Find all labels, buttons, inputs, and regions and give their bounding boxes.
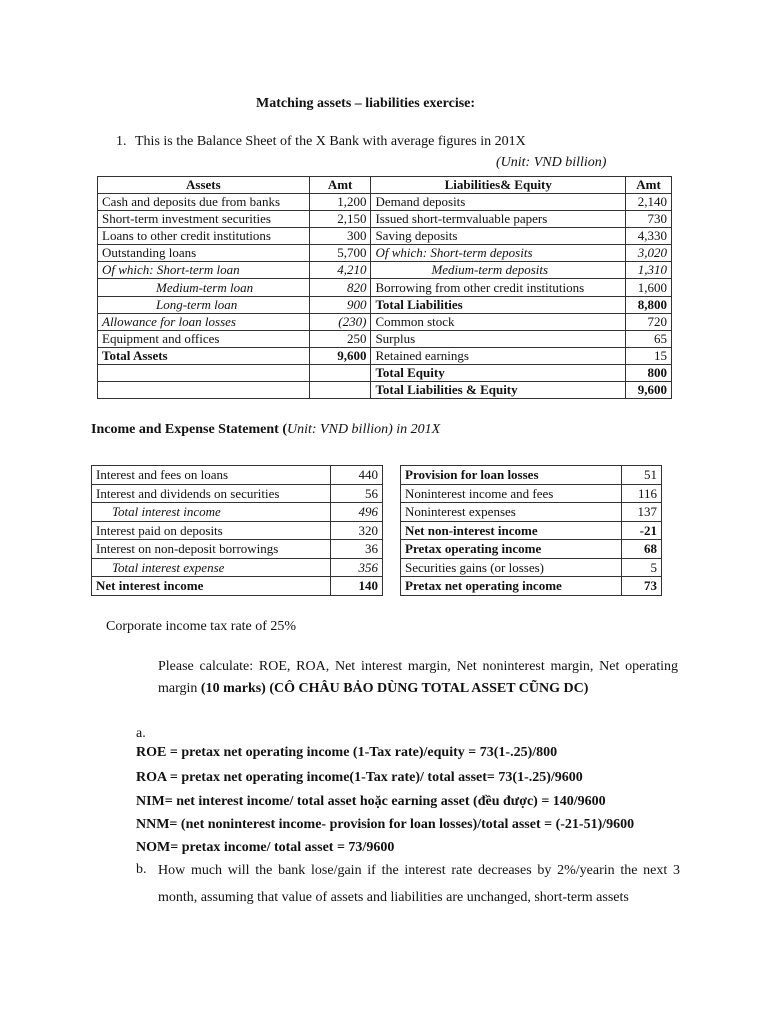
asset-value: 250 (309, 330, 371, 347)
assets-amt-header: Amt (309, 177, 371, 194)
income-label: Pretax operating income (401, 540, 622, 559)
income-value: 356 (331, 558, 383, 577)
liability-value: 9,600 (626, 382, 672, 399)
question-number: 1. (116, 134, 127, 149)
liability-label: Total Liabilities (371, 296, 626, 313)
income-label: Securities gains (or losses) (401, 558, 622, 577)
assets-header: Assets (98, 177, 310, 194)
liability-value: 720 (626, 313, 672, 330)
income-value: 36 (331, 540, 383, 559)
formula-nom: NOM= pretax income/ total asset = 73/9600 (136, 840, 395, 855)
liability-value: 800 (626, 364, 672, 381)
asset-label: Short-term investment securities (98, 211, 310, 228)
liability-label: Common stock (371, 313, 626, 330)
asset-label (98, 364, 310, 381)
table-row (98, 245, 672, 262)
table-row (92, 503, 383, 522)
liability-label: Issued short-termvaluable papers (371, 211, 626, 228)
table-row (98, 347, 672, 364)
liability-value: 8,800 (626, 296, 672, 313)
instruction-text: Please calculate: ROE, ROA, Net interest margin, Net noninterest margin, Net operating margin (158, 659, 678, 696)
table-row (401, 521, 662, 540)
income-value: 137 (622, 503, 662, 522)
asset-label: Medium-term loan (98, 279, 310, 296)
asset-value: 300 (309, 228, 371, 245)
liability-value: 2,140 (626, 194, 672, 211)
income-value: 68 (622, 540, 662, 559)
unit-label: (Unit: VND billion) (496, 155, 607, 170)
income-label: Net non-interest income (401, 521, 622, 540)
asset-value: 9,600 (309, 347, 371, 364)
liability-label: Total Liabilities & Equity (371, 382, 626, 399)
asset-value: 900 (309, 296, 371, 313)
income-value: 116 (622, 484, 662, 503)
income-table-right (400, 465, 662, 596)
page-title: Matching assets – liabilities exercise: (256, 96, 476, 111)
income-label: Total interest income (92, 503, 331, 522)
income-label: Pretax net operating income (401, 577, 622, 596)
tax-rate-text: Corporate income tax rate of 25% (106, 619, 297, 634)
table-header-row (98, 177, 672, 194)
liability-label: Of which: Short-term deposits (371, 245, 626, 262)
income-value: 320 (331, 521, 383, 540)
table-row (98, 330, 672, 347)
liability-label: Demand deposits (371, 194, 626, 211)
asset-value (309, 364, 371, 381)
income-label: Interest on non-deposit borrowings (92, 540, 331, 559)
liability-label: Surplus (371, 330, 626, 347)
income-label: Noninterest income and fees (401, 484, 622, 503)
asset-value: 1,200 (309, 194, 371, 211)
liability-value: 730 (626, 211, 672, 228)
asset-value: 4,210 (309, 262, 371, 279)
liability-value: 4,330 (626, 228, 672, 245)
income-heading-bold: Income and Expense Statement ( (91, 422, 287, 437)
liability-label: Medium-term deposits (371, 262, 626, 279)
table-row (98, 228, 672, 245)
income-heading-italic: Unit: VND billion) in 201X (287, 422, 441, 437)
asset-value: 5,700 (309, 245, 371, 262)
income-table-left (91, 465, 383, 596)
liability-value: 65 (626, 330, 672, 347)
asset-label: Long-term loan (98, 296, 310, 313)
asset-value: 820 (309, 279, 371, 296)
asset-label: Equipment and offices (98, 330, 310, 347)
table-row (98, 262, 672, 279)
asset-label: Allowance for loan losses (98, 313, 310, 330)
income-label: Interest and fees on loans (92, 466, 331, 485)
liability-label: Total Equity (371, 364, 626, 381)
income-label: Interest paid on deposits (92, 521, 331, 540)
table-row (401, 503, 662, 522)
asset-label: Total Assets (98, 347, 310, 364)
part-b-text: How much will the bank lose/gain if the interest rate decreases by 2%/yearin the next 3 month, assuming that value of assets and liabilities are unchanged, short-term assets (158, 863, 680, 905)
instruction-bold-text: (10 marks) (CÔ CHÂU BẢO DÙNG TOTAL ASSET CŨNG DC) (200, 681, 589, 696)
table-row (401, 484, 662, 503)
table-row (92, 577, 383, 596)
question-text: This is the Balance Sheet of the X Bank with average figures in 201X (135, 134, 526, 149)
table-row (98, 313, 672, 330)
table-row (92, 558, 383, 577)
income-value: 56 (331, 484, 383, 503)
asset-label (98, 382, 310, 399)
income-value: 140 (331, 577, 383, 596)
income-value: 496 (331, 503, 383, 522)
liability-label: Retained earnings (371, 347, 626, 364)
asset-label: Of which: Short-term loan (98, 262, 310, 279)
table-row (401, 466, 662, 485)
table-row (401, 577, 662, 596)
liability-value: 1,600 (626, 279, 672, 296)
liability-label: Borrowing from other credit institutions (371, 279, 626, 296)
asset-label: Outstanding loans (98, 245, 310, 262)
table-row (401, 540, 662, 559)
income-value: 51 (622, 466, 662, 485)
asset-value: 2,150 (309, 211, 371, 228)
table-row (98, 211, 672, 228)
table-row (92, 540, 383, 559)
formula-roa: ROA = pretax net operating income(1-Tax rate)/ total asset= 73(1-.25)/9600 (136, 770, 583, 785)
income-value: 5 (622, 558, 662, 577)
balance-sheet-table (97, 176, 672, 399)
income-label: Total interest expense (92, 558, 331, 577)
liability-value: 1,310 (626, 262, 672, 279)
formula-nim: NIM= net interest income/ total asset hoặc earning asset (đều được) = 140/9600 (136, 794, 606, 809)
table-row (98, 364, 672, 381)
instruction-paragraph (158, 656, 678, 700)
liabilities-amt-header: Amt (626, 177, 672, 194)
asset-value: (230) (309, 313, 371, 330)
table-row (92, 466, 383, 485)
income-label: Interest and dividends on securities (92, 484, 331, 503)
table-row (98, 382, 672, 399)
asset-label: Cash and deposits due from banks (98, 194, 310, 211)
liability-label: Saving deposits (371, 228, 626, 245)
income-label: Noninterest expenses (401, 503, 622, 522)
income-statement-heading (91, 422, 440, 438)
asset-value (309, 382, 371, 399)
income-value: 440 (331, 466, 383, 485)
income-value: 73 (622, 577, 662, 596)
formula-nnm: NNM= (net noninterest income- provision for loan losses)/total asset = (-21-51)/9600 (136, 817, 635, 832)
liability-value: 15 (626, 347, 672, 364)
table-row (98, 279, 672, 296)
part-a-label: a. (136, 726, 146, 741)
liability-value: 3,020 (626, 245, 672, 262)
table-row (92, 521, 383, 540)
table-row (401, 558, 662, 577)
formula-roe: ROE = pretax net operating income (1-Tax rate)/equity = 73(1-.25)/800 (136, 745, 558, 760)
income-value: -21 (622, 521, 662, 540)
income-label: Net interest income (92, 577, 331, 596)
table-row (92, 484, 383, 503)
asset-label: Loans to other credit institutions (98, 228, 310, 245)
part-b-label: b. (136, 862, 147, 877)
table-row (98, 194, 672, 211)
table-row (98, 296, 672, 313)
income-label: Provision for loan losses (401, 466, 622, 485)
liabilities-header: Liabilities& Equity (371, 177, 626, 194)
